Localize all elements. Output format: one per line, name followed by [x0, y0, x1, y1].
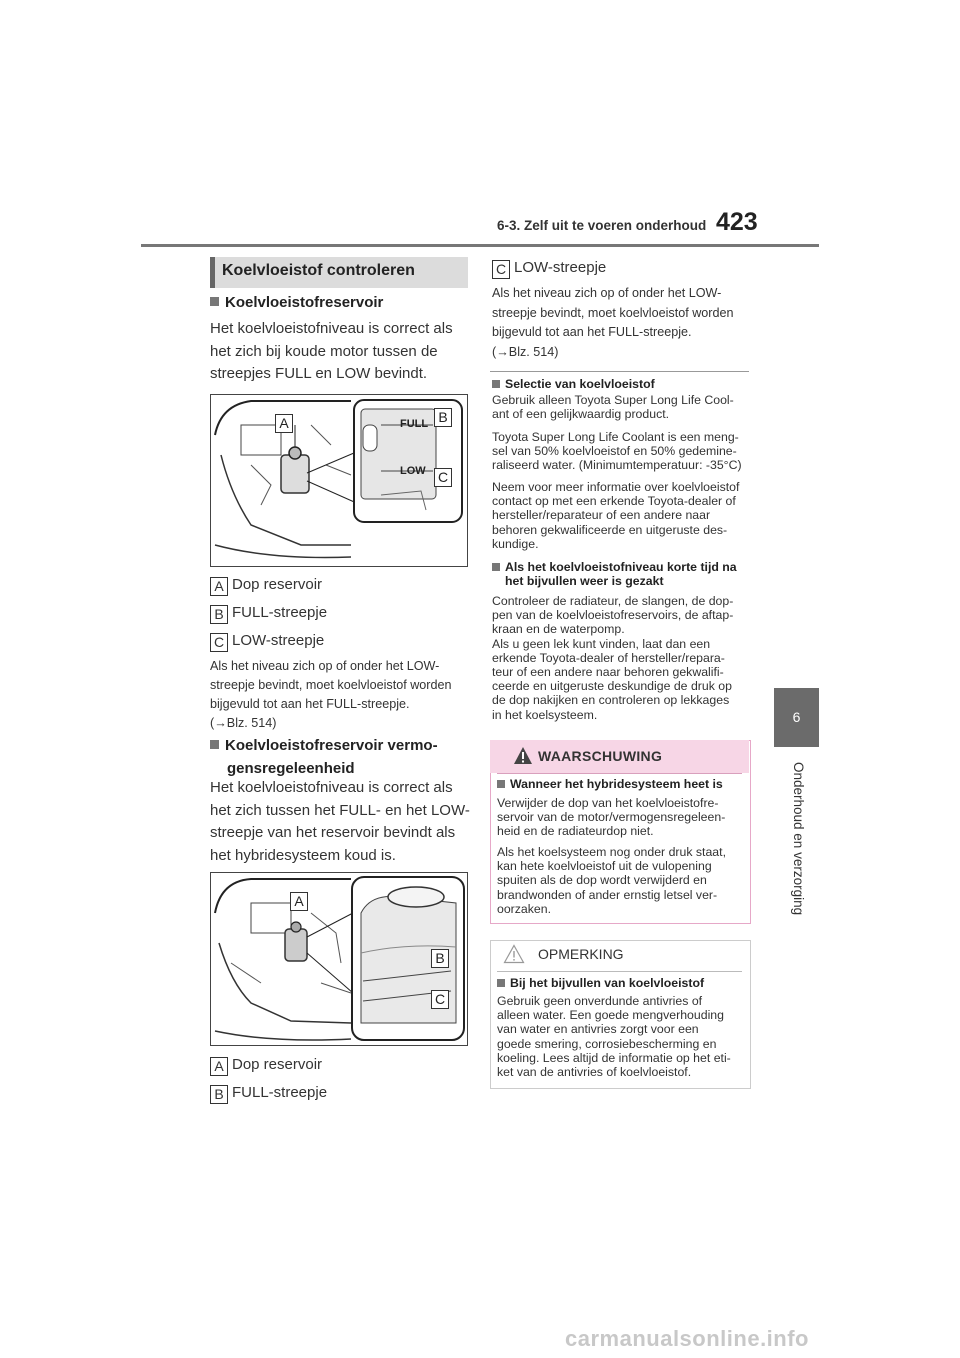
legend2-key-b: B	[210, 1085, 228, 1104]
square-bullet-icon	[497, 979, 505, 987]
notice-title: OPMERKING	[538, 946, 624, 962]
notice-subheading: Bij het bijvullen van koelvloeistof	[497, 976, 704, 990]
figure2-label-a: A	[290, 892, 308, 911]
subheading-reservoir: Koelvloeistofreservoir	[210, 291, 383, 314]
chapter-title	[786, 762, 808, 934]
divider	[490, 371, 749, 372]
legend-key-b: B	[210, 605, 228, 624]
full-mark-text: FULL	[400, 418, 429, 430]
warning-triangle-icon	[513, 746, 533, 765]
notice-header	[538, 946, 624, 964]
section-title-box	[210, 257, 468, 288]
note-low-level-2: Als het niveau zich op of onder het LOW- streepje bevindt, moet koelvloeistof worden bijgevuld tot aan het FULL-streepje. (→Blz. 514)	[492, 286, 734, 359]
paragraph-selection-3: Neem voor meer informatie over koelvloeistof contact op met een erkende Toyota-dealer of hersteller/reparateur of een andere naar behoren gekwalificeerde en uitgeruste des- kundige.	[492, 480, 740, 551]
paragraph-reservoir: Het koelvloeistofniveau is correct als het zich bij koude motor tussen de streepjes FULL en LOW bevindt.	[210, 320, 453, 382]
square-bullet-icon	[210, 297, 219, 306]
watermark: carmanualsonline.info	[565, 1326, 809, 1351]
paragraph-selection-1: Gebruik alleen Toyota Super Long Life Cool- ant of een gelijkwaardig product.	[492, 393, 734, 422]
warning-separator	[497, 773, 742, 774]
square-bullet-icon	[497, 780, 505, 788]
warning-header	[490, 740, 749, 773]
note-low-level: Als het niveau zich op of onder het LOW- streepje bevindt, moet koelvloeistof worden bijgevuld tot aan het FULL-streepje. (→Blz. 514)	[210, 659, 452, 730]
notice-triangle-icon	[503, 944, 525, 964]
legend-item-c: C LOW-streepje	[210, 632, 324, 652]
header-rule	[141, 244, 819, 247]
paragraph-pcu-reservoir: Het koelvloeistofniveau is correct als het zich tussen het FULL- en het LOW- streepje van het reservoir bevindt als het hybridesysteem koud is.	[210, 779, 470, 864]
section-title-bar	[210, 257, 215, 288]
low-mark-text: LOW	[400, 465, 426, 477]
paragraph-level-drop: Controleer de radiateur, de slangen, de dop- pen van de koelvloeistofreservoirs, de aftap- kraan en de waterpomp. Als u geen lek kunt vinden, laat dan een erkende Toyota-dealer of hersteller/repara- teur of een andere naar behoren gekwalifi- ceerde en uitgeruste deskundige de druk op de dop nakijken en controleren op lekkages in het koelsysteem.	[492, 594, 734, 722]
legend2-item-c: C LOW-streepje	[492, 259, 606, 279]
legend-key-c: C	[210, 633, 228, 652]
warning-paragraph-2: Als het koelsysteem nog onder druk staat, kan hete koelvloeistof uit de vulopening spuiten als de dop wordt verwijderd en brandwonden of ander ernstig letsel ver- oorzaken.	[497, 845, 726, 916]
figure-label-c: C	[434, 468, 452, 487]
square-bullet-icon	[492, 380, 500, 388]
subheading-coolant-selection: Selectie van koelvloeistof	[492, 377, 655, 391]
paragraph-selection-2: Toyota Super Long Life Coolant is een meng- sel van 50% koelvloeistof en 50% gedemine- raliseerd water. (Minimumtemperatuur: -35°C)	[492, 430, 742, 473]
engine-bay-illustration	[211, 395, 467, 566]
warning-subheading: Wanneer het hybridesysteem heet is	[497, 777, 723, 791]
legend2-item-a: A Dop reservoir	[210, 1056, 322, 1076]
subheading-pcu-reservoir: Koelvloeistofreservoir vermo- gensregeleenheid	[210, 734, 438, 780]
warning-title: WAARSCHUWING	[538, 748, 663, 764]
figure-label-b: B	[434, 408, 452, 427]
notice-paragraph: Gebruik geen onverdunde antivries of alleen water. Een goede mengverhouding van water en antivries zorgt voor een goede smering, corrosiebescherming en koeling. Lees altijd de informatie op het eti- ket van de antivries of koelvloeistof.	[497, 994, 731, 1080]
chapter-tab: 6	[774, 688, 819, 747]
figure-pcu-reservoir	[210, 872, 468, 1046]
legend-key-a: A	[210, 577, 228, 596]
notice-separator	[497, 971, 742, 972]
legend-item-b: B FULL-streepje	[210, 604, 327, 624]
legend-item-a: A Dop reservoir	[210, 576, 322, 596]
figure2-label-c: C	[431, 990, 449, 1009]
figure-engine-reservoir	[210, 394, 468, 567]
legend2-key-a: A	[210, 1057, 228, 1076]
chapter-title-text: Onderhoud en verzorging	[791, 762, 806, 916]
square-bullet-icon	[210, 740, 219, 749]
page-number: 423	[716, 208, 758, 236]
section-title: Koelvloeistof controleren	[222, 262, 415, 279]
section-header: 6-3. Zelf uit te voeren onderhoud	[497, 218, 707, 233]
engine-bay-illustration-2	[211, 873, 467, 1045]
figure2-label-b: B	[431, 949, 449, 968]
subheading-level-drop: Als het koelvloeistofniveau korte tijd na het bijvullen weer is gezakt	[492, 560, 754, 588]
warning-paragraph-1: Verwijder de dop van het koelvloeistofre- servoir van de motor/vermogensregeleen- heid en de radiateurdop niet.	[497, 796, 726, 839]
legend2-item-b: B FULL-streepje	[210, 1084, 327, 1104]
figure-label-a: A	[275, 414, 293, 433]
legend2-key-c: C	[492, 260, 510, 279]
square-bullet-icon	[492, 563, 500, 571]
